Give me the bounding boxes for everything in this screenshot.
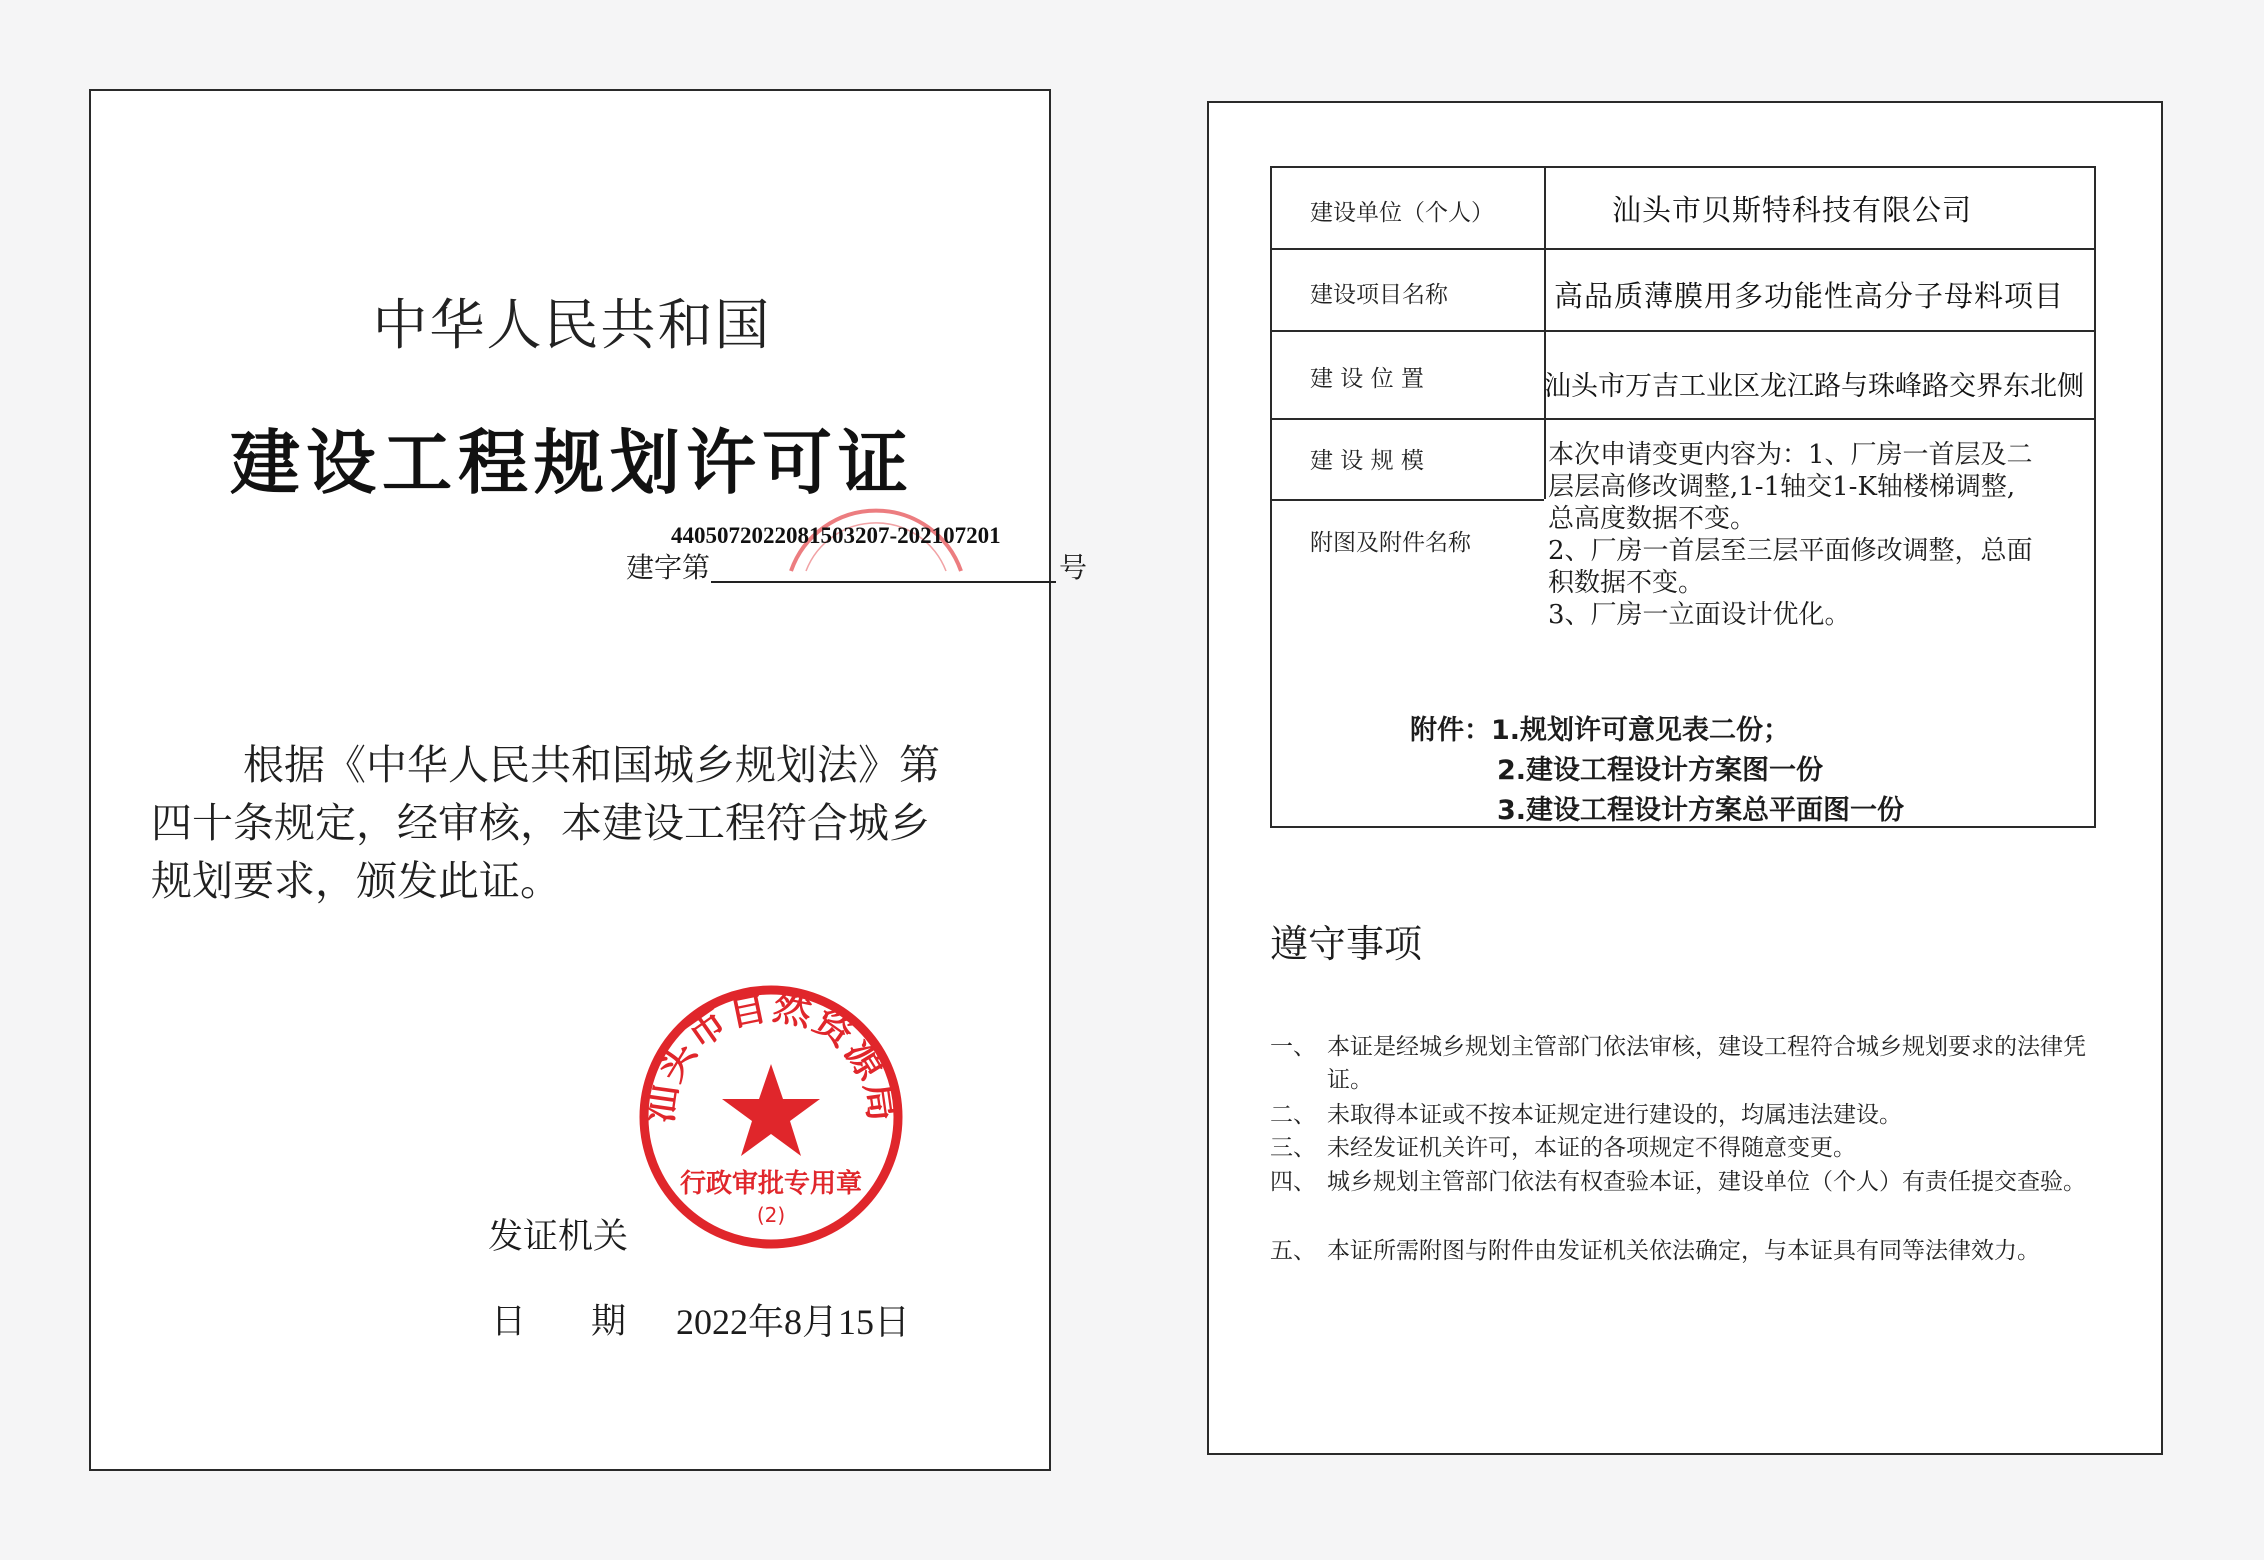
- note-number: 三、: [1270, 1135, 1316, 1161]
- country-title: 中华人民共和国: [372, 293, 772, 357]
- note-text: 未取得本证或不按本证规定进行建设的，均属违法建设。: [1327, 1102, 1902, 1128]
- table-row-divider: [1272, 330, 2094, 332]
- number-underline: [711, 581, 1056, 583]
- row-label-unit: 建设单位（个人）: [1310, 200, 1494, 226]
- table-column-divider: [1544, 168, 1546, 499]
- notes-title: 遵守事项: [1270, 922, 1423, 966]
- scale-line: 2、厂房一首层至三层平面修改调整，总面: [1548, 536, 2033, 566]
- certificate-title: 建设工程规划许可证: [230, 422, 914, 504]
- certificate-number: 440507202208150320​7-202107201: [671, 523, 1001, 548]
- scale-line: 总高度数据不变。: [1548, 504, 1757, 534]
- scale-line: 3、厂房一立面设计优化。: [1548, 600, 1851, 630]
- construction-location: 汕头市万吉工业区龙江路与珠峰路交界东北侧: [1544, 371, 2084, 402]
- attachment-item: 3.建设工程设计方案总平面图一份: [1497, 795, 1905, 826]
- project-name: 高品质薄膜用多功能性高分子母料项目: [1554, 279, 2065, 313]
- attachment-item: 2.建设工程设计方案图一份: [1497, 755, 1824, 786]
- permit-details-page: [1207, 101, 2163, 1455]
- body-line: 规划要求，颁发此证。: [151, 857, 561, 905]
- note-number: 五、: [1270, 1238, 1316, 1264]
- note-item: [1270, 1235, 2110, 1301]
- scale-line: 积数据不变。: [1548, 568, 1705, 598]
- official-seal-stamp: [636, 982, 906, 1252]
- issuer-label: 发证机关: [488, 1217, 629, 1257]
- table-row-divider: [1272, 418, 2094, 420]
- note-number: 一、: [1270, 1034, 1316, 1060]
- date-label: 期: [591, 1302, 627, 1342]
- svg-text:(2): (2): [756, 1203, 786, 1227]
- note-item: [1270, 1166, 2110, 1232]
- note-number: 四、: [1270, 1169, 1316, 1195]
- body-line: 四十条规定，经审核，本建设工程符合城乡: [151, 799, 930, 847]
- number-prefix: 建字第: [626, 551, 711, 584]
- row-label-location: 建 设 位 置: [1310, 366, 1424, 392]
- svg-text:行政审批专用章: 行政审批专用章: [679, 1169, 863, 1199]
- table-row-divider: [1272, 499, 1544, 501]
- permit-cover-page: [89, 89, 1088, 1471]
- note-text: 城乡规划主管部门依法有权查验本证，建设单位（个人）有责任提交查验。: [1327, 1169, 2086, 1195]
- date-label: 日: [491, 1302, 527, 1342]
- note-text: 本证是经城乡规划主管部门依法审核，建设工程符合城乡规划要求的法律凭证。: [1327, 1034, 2086, 1093]
- scale-line: 本次申请变更内容为：1、厂房一首层及二: [1548, 440, 2033, 470]
- issue-date: 2022年8月15日: [676, 1302, 911, 1342]
- note-text: 本证所需附图与附件由发证机关依法确定，与本证具有同等法律效力。: [1327, 1238, 2040, 1264]
- permit-info-table: [1270, 166, 2096, 828]
- certificate-body: [151, 736, 1011, 910]
- note-item: [1270, 1099, 2110, 1132]
- faint-seal-stamp: [781, 466, 971, 576]
- row-label-project: 建设项目名称: [1310, 282, 1448, 308]
- note-text: 未经发证机关许可，本证的各项规定不得随意变更。: [1327, 1135, 1856, 1161]
- row-label-scale: 建 设 规 模: [1310, 448, 1424, 474]
- note-item: [1270, 1132, 2110, 1165]
- note-item: [1270, 1031, 2110, 1097]
- note-number: 二、: [1270, 1102, 1316, 1128]
- row-label-attachments: 附图及附件名称: [1310, 530, 1471, 556]
- construction-unit: 汕头市贝斯特科技有限公司: [1612, 193, 1973, 227]
- svg-text:汕头市自然资源局: 汕头市自然资源局: [636, 983, 906, 1126]
- table-row-divider: [1272, 248, 2094, 250]
- number-suffix: 号: [1059, 551, 1088, 584]
- scale-line: 层层高修改调整,1-1轴交1-K轴楼梯调整,: [1548, 472, 2016, 502]
- body-line: 根据《中华人民共和国城乡规划法》第: [243, 741, 940, 789]
- attachment-item: 附件：1.规划许可意见表二份；: [1410, 715, 1791, 746]
